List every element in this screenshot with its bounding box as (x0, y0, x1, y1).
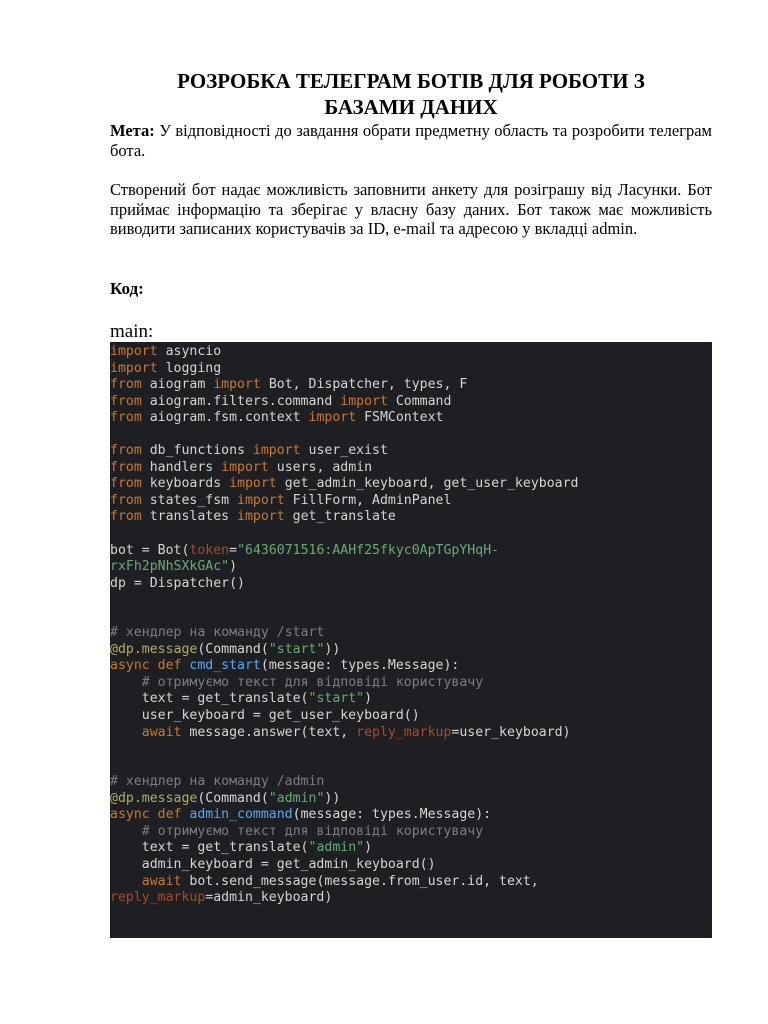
code-token: import (308, 410, 357, 426)
code-line (110, 576, 712, 593)
code-line (110, 774, 712, 791)
code-token: import (229, 476, 277, 492)
code-line (110, 493, 712, 510)
code-line (110, 592, 712, 609)
code-token: = (229, 542, 238, 558)
code-line (110, 874, 712, 891)
code-line (110, 807, 712, 824)
code-token: =admin_keyboard) (205, 890, 333, 906)
code-token: handlers (141, 459, 222, 475)
code-token: aiogram (141, 377, 214, 393)
code-token: from (110, 410, 142, 426)
code-line (110, 642, 712, 659)
code-token: from (110, 377, 142, 393)
code-token: @dp.message (110, 790, 198, 806)
code-token: keyboards (141, 476, 230, 492)
code-token: reply_markup (356, 724, 452, 740)
code-token: # хендлер на команду /admin (110, 774, 325, 790)
code-line (110, 526, 712, 543)
code-token: from (110, 443, 142, 459)
code-token: "6436071516:AAHf25fkyc0ApTGpYHqH- (237, 542, 500, 558)
code-line (110, 758, 712, 775)
code-token: import (213, 377, 261, 393)
code-heading: Код: (110, 279, 144, 298)
file-label: main: (110, 321, 154, 342)
code-token: await (141, 873, 182, 889)
code-token: async def (110, 807, 190, 823)
code-token: Command (387, 393, 452, 409)
code-token: reply_markup (110, 890, 206, 906)
code-token: text = get_translate( (110, 840, 309, 856)
code-token (110, 824, 142, 839)
code-token: import (221, 459, 269, 475)
code-token: db_functions (141, 443, 253, 459)
code-token: aiogram.fsm.context (141, 410, 309, 426)
code-line (110, 559, 712, 576)
code-line (110, 443, 712, 460)
code-line (110, 691, 712, 708)
code-token (110, 874, 142, 889)
code-token: (Command( (197, 790, 269, 806)
code-token: import (237, 492, 285, 508)
code-token: "admin" (308, 840, 365, 856)
code-token: asyncio (157, 344, 222, 359)
code-token: token (189, 542, 230, 558)
code-line (110, 840, 712, 857)
code-token: message.answer(text, (181, 724, 357, 740)
code-token: cmd_start (189, 658, 261, 674)
code-token: )) (324, 641, 341, 657)
code-line (110, 476, 712, 493)
code-line (110, 427, 712, 444)
code-line (110, 857, 712, 874)
code-line (110, 609, 712, 626)
code-token: "start" (308, 691, 365, 707)
code-token: import (110, 344, 158, 359)
code-token: # отримуємо текст для відповіді користувачу (141, 674, 484, 690)
code-token: admin_keyboard = get_admin_keyboard() (110, 856, 436, 872)
code-token: from (110, 509, 142, 525)
code-token: "admin" (268, 790, 325, 806)
code-token: bot.send_message(message.from_user.id, text, (181, 873, 539, 889)
code-token: (Command( (197, 641, 269, 657)
code-line (110, 543, 712, 560)
code-token: FillForm, AdminPanel (284, 492, 452, 508)
code-token (110, 675, 142, 690)
code-token: dp = Dispatcher() (110, 575, 245, 591)
code-token: ) (364, 840, 373, 856)
code-token: # хендлер на команду /start (110, 625, 325, 641)
code-token: @dp.message (110, 641, 198, 657)
code-token: rxFh2pNhSXkGAc" (110, 559, 230, 575)
code-token: states_fsm (141, 492, 238, 508)
code-line (110, 509, 712, 526)
code-token: import (237, 509, 285, 525)
code-token: import (252, 443, 301, 459)
code-line (110, 725, 712, 742)
title-line-2: БАЗАМИ ДАНИХ (324, 95, 498, 119)
code-token: )) (324, 790, 341, 806)
code-token: Bot, Dispatcher, types, F (260, 377, 468, 393)
code-token: FSMContext (356, 410, 444, 426)
code-token: translates (141, 509, 238, 525)
code-token: get_admin_keyboard, get_user_keyboard (276, 476, 579, 492)
description-paragraph: Створений бот надає можливість заповнити анкету для розіграшу від Ласунки. Бот приймає інформацію та зберігає у власну базу даних. Бот також має можливість виводити записаних користувачів за ID, e-mail та адресою у вкладці admin. (110, 180, 712, 238)
code-token: from (110, 492, 142, 508)
code-token: ) (229, 559, 238, 575)
code-line (110, 791, 712, 808)
code-line (110, 625, 712, 642)
code-token: user_exist (300, 443, 388, 459)
code-block (110, 342, 712, 938)
code-token: user_keyboard = get_user_keyboard() (110, 708, 420, 724)
code-token: logging (157, 360, 222, 376)
code-line (110, 824, 712, 841)
code-line (110, 361, 712, 378)
code-token: import (340, 393, 388, 409)
code-token: import (110, 360, 158, 376)
code-token: text = get_translate( (110, 691, 309, 707)
code-token: ) (364, 691, 373, 707)
code-token: from (110, 459, 142, 475)
code-token: "start" (268, 641, 325, 657)
code-line (110, 344, 712, 361)
code-line (110, 460, 712, 477)
code-line (110, 890, 712, 907)
goal-paragraph (110, 121, 712, 160)
code-token: async def (110, 658, 190, 674)
code-line (110, 410, 712, 427)
code-line (110, 708, 712, 725)
code-token: get_translate (284, 509, 396, 525)
code-token: users, admin (268, 459, 373, 475)
code-line (110, 658, 712, 675)
code-line (110, 675, 712, 692)
code-token: await (141, 724, 182, 740)
code-token: bot = Bot( (110, 542, 190, 558)
code-token: admin_command (189, 807, 293, 823)
code-token: (message: types.Message): (292, 807, 492, 823)
document-title (110, 68, 712, 120)
goal-text: У відповідності до завдання обрати предметну область та розробити телеграм бота. (110, 121, 712, 160)
title-line-1: РОЗРОБКА ТЕЛЕГРАМ БОТІВ ДЛЯ РОБОТИ З (177, 69, 645, 93)
code-line (110, 741, 712, 758)
code-token: =user_keyboard) (451, 724, 571, 740)
code-token: (message: types.Message): (260, 658, 460, 674)
code-line (110, 394, 712, 411)
code-token (110, 725, 142, 740)
code-token: from (110, 393, 142, 409)
code-token: aiogram.filters.command (141, 393, 341, 409)
code-line (110, 377, 712, 394)
goal-label: Мета: (110, 121, 155, 140)
code-token: from (110, 476, 142, 492)
code-token: # отримуємо текст для відповіді користувачу (141, 823, 484, 839)
